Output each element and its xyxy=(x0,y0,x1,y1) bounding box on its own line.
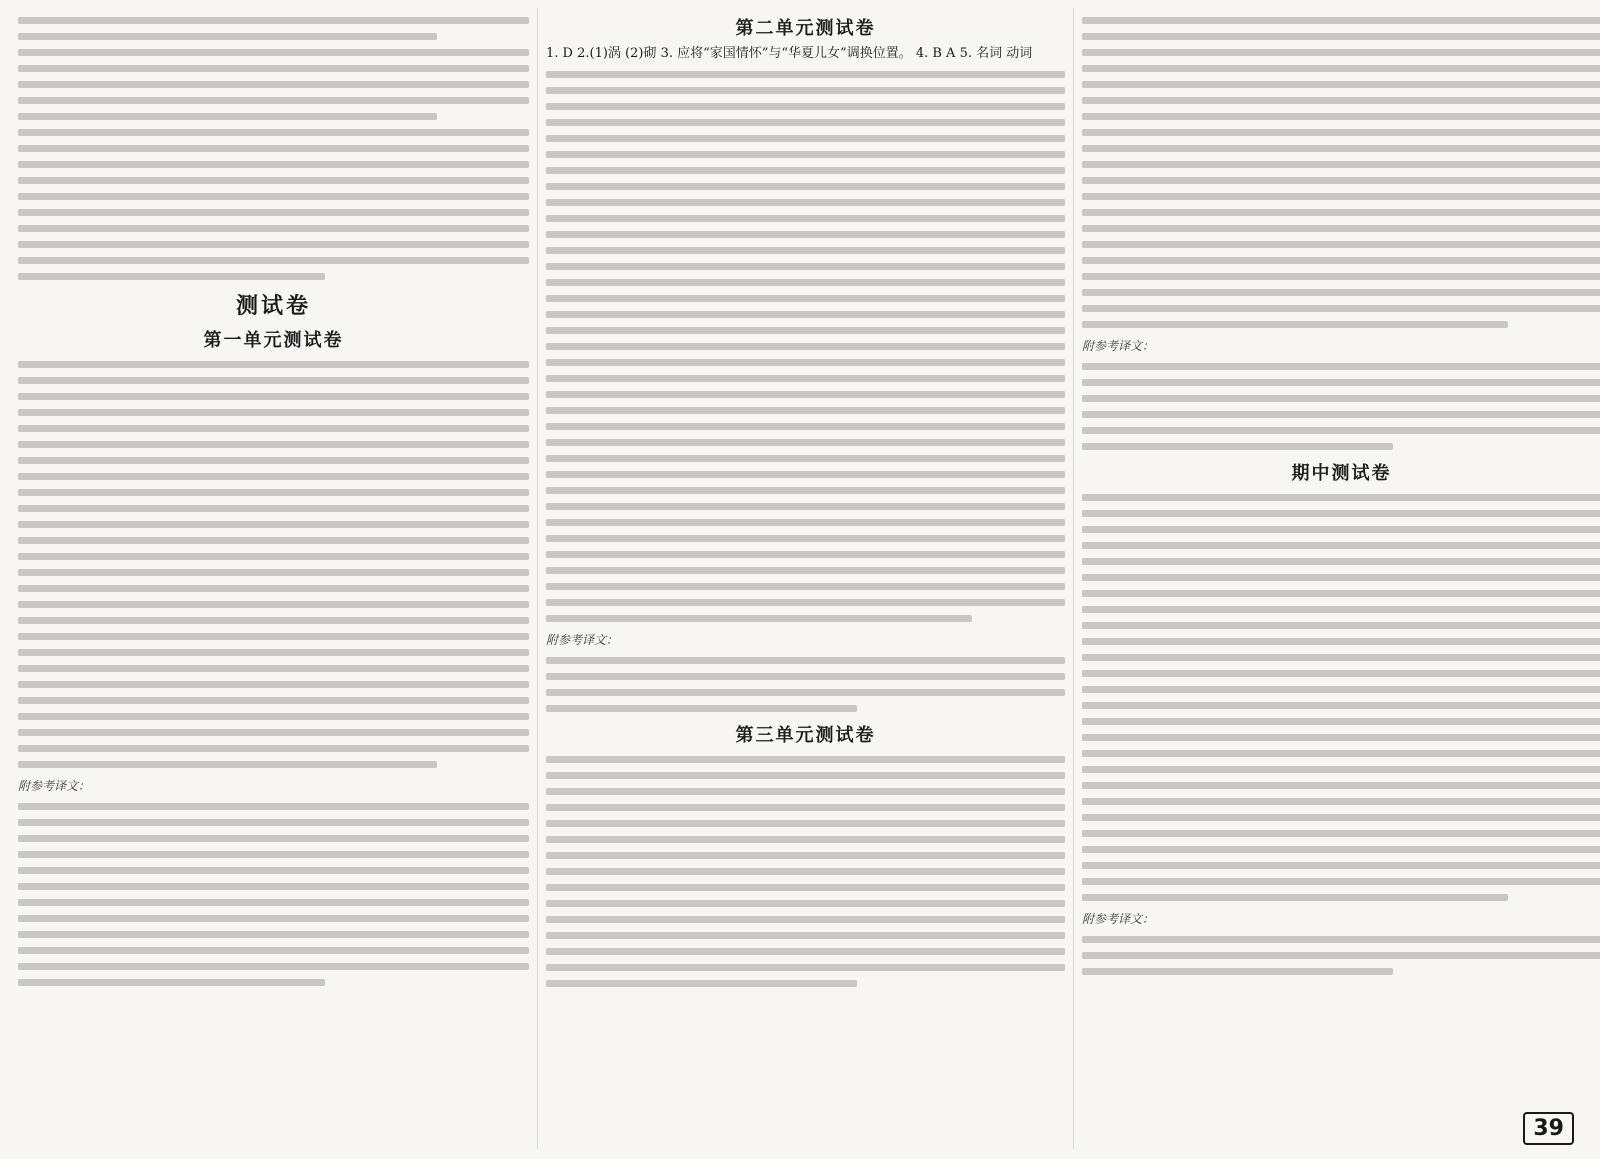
text-line xyxy=(1082,638,1600,645)
text-line xyxy=(18,241,529,248)
text-line xyxy=(18,273,325,280)
text-line xyxy=(546,980,857,987)
text-line xyxy=(1082,590,1600,597)
text-line xyxy=(18,931,529,938)
text-line xyxy=(546,964,1065,971)
text-line xyxy=(18,473,529,480)
text-line xyxy=(546,183,1065,190)
text-line xyxy=(1082,494,1600,501)
text-line xyxy=(18,665,529,672)
text-line xyxy=(18,851,529,858)
text-line xyxy=(18,745,529,752)
text-line xyxy=(546,343,1065,350)
test-paper-title: 测试卷 xyxy=(235,293,311,319)
text-line xyxy=(18,505,529,512)
text-line xyxy=(18,17,529,24)
text-line xyxy=(1082,161,1600,168)
text-line xyxy=(546,535,1065,542)
text-line xyxy=(546,247,1065,254)
text-line xyxy=(18,225,529,232)
text-line xyxy=(1082,830,1600,837)
text-line xyxy=(1082,622,1600,629)
middle-column xyxy=(538,8,1074,1149)
text-line xyxy=(546,599,1065,606)
text-line xyxy=(1082,686,1600,693)
text-line xyxy=(1082,846,1600,853)
text-line xyxy=(18,113,437,120)
text-line xyxy=(18,33,437,40)
text-line xyxy=(546,884,1065,891)
text-line xyxy=(1082,734,1600,741)
text-line xyxy=(546,567,1065,574)
text-line xyxy=(18,393,529,400)
text-line xyxy=(1082,750,1600,757)
text-line xyxy=(546,311,1065,318)
text-line xyxy=(1082,862,1600,869)
text-line xyxy=(546,103,1065,110)
text-line xyxy=(1082,177,1600,184)
text-line xyxy=(546,487,1065,494)
text-line xyxy=(546,327,1065,334)
text-line xyxy=(546,87,1065,94)
text-line xyxy=(18,145,529,152)
text-line xyxy=(546,263,1065,270)
text-line xyxy=(18,65,529,72)
text-line xyxy=(1082,558,1600,565)
text-line xyxy=(1082,225,1600,232)
text-line xyxy=(546,932,1065,939)
text-line xyxy=(18,803,529,810)
text-line xyxy=(18,947,529,954)
unit2-first-answer-line: 1. D 2.(1)涡 (2)砌 3. 应将“家国情怀”与“华夏儿女”调换位置。 4. B A 5. 名词 动词 xyxy=(546,46,1033,61)
text-line xyxy=(1082,241,1600,248)
text-line xyxy=(546,167,1065,174)
text-line xyxy=(546,705,857,712)
text-line xyxy=(18,681,529,688)
text-line xyxy=(18,425,529,432)
text-line xyxy=(1082,782,1600,789)
text-line xyxy=(18,979,325,986)
text-line xyxy=(1082,193,1600,200)
text-line xyxy=(18,537,529,544)
text-line xyxy=(546,119,1065,126)
text-line xyxy=(546,503,1065,510)
text-line xyxy=(1082,878,1600,885)
text-line xyxy=(18,633,529,640)
text-line xyxy=(1082,968,1393,975)
text-line xyxy=(1082,718,1600,725)
text-line xyxy=(1082,542,1600,549)
text-line xyxy=(546,836,1065,843)
appendix-label: 附参考译文： xyxy=(1082,339,1155,353)
text-line xyxy=(1082,798,1600,805)
unit3-title: 第三单元测试卷 xyxy=(735,725,876,746)
text-line xyxy=(546,135,1065,142)
text-line xyxy=(546,375,1065,382)
text-line xyxy=(546,772,1065,779)
text-line xyxy=(18,649,529,656)
text-line xyxy=(18,521,529,528)
unit2-title: 第二单元测试卷 xyxy=(735,18,876,39)
text-line xyxy=(546,900,1065,907)
text-line xyxy=(546,519,1065,526)
text-line xyxy=(18,761,437,768)
text-line xyxy=(1082,113,1600,120)
text-line xyxy=(18,729,529,736)
text-line xyxy=(18,209,529,216)
appendix-label: 附参考译文： xyxy=(1082,912,1155,926)
text-line xyxy=(18,409,529,416)
text-line xyxy=(18,161,529,168)
text-line xyxy=(1082,321,1508,328)
text-line xyxy=(1082,936,1600,943)
text-line xyxy=(546,916,1065,923)
text-line xyxy=(18,177,529,184)
text-line xyxy=(18,257,529,264)
text-line xyxy=(546,471,1065,478)
text-line xyxy=(1082,443,1393,450)
text-line xyxy=(546,673,1065,680)
text-line xyxy=(18,867,529,874)
text-line xyxy=(18,819,529,826)
text-line xyxy=(546,199,1065,206)
text-line xyxy=(1082,411,1600,418)
text-line xyxy=(1082,670,1600,677)
text-line xyxy=(1082,273,1600,280)
text-line xyxy=(1082,814,1600,821)
text-line xyxy=(18,193,529,200)
text-line xyxy=(18,713,529,720)
text-line xyxy=(546,71,1065,78)
appendix-label: 附参考译文： xyxy=(546,633,619,647)
text-line xyxy=(1082,81,1600,88)
text-line xyxy=(1082,145,1600,152)
text-line xyxy=(1082,305,1600,312)
text-line xyxy=(1082,702,1600,709)
text-line xyxy=(1082,766,1600,773)
text-line xyxy=(18,553,529,560)
text-line xyxy=(18,49,529,56)
text-line xyxy=(546,788,1065,795)
text-line xyxy=(546,583,1065,590)
text-line xyxy=(1082,379,1600,386)
text-line xyxy=(18,883,529,890)
text-line xyxy=(546,151,1065,158)
text-line xyxy=(1082,654,1600,661)
text-line xyxy=(1082,395,1600,402)
text-line xyxy=(1082,894,1508,901)
text-line xyxy=(18,489,529,496)
text-line xyxy=(1082,606,1600,613)
text-line xyxy=(1082,17,1600,24)
text-line xyxy=(546,423,1065,430)
text-line xyxy=(546,657,1065,664)
text-line xyxy=(1082,363,1600,370)
text-line xyxy=(18,915,529,922)
text-line xyxy=(546,279,1065,286)
text-line xyxy=(1082,427,1600,434)
text-line xyxy=(546,295,1065,302)
text-line xyxy=(546,215,1065,222)
text-line xyxy=(18,361,529,368)
text-line xyxy=(18,97,529,104)
text-line xyxy=(1082,952,1600,959)
text-line xyxy=(1082,65,1600,72)
text-line xyxy=(18,697,529,704)
text-line xyxy=(546,407,1065,414)
text-line xyxy=(18,963,529,970)
text-line xyxy=(1082,257,1600,264)
text-line xyxy=(18,617,529,624)
appendix-label: 附参考译文： xyxy=(18,779,91,793)
text-line xyxy=(18,129,529,136)
text-line xyxy=(546,804,1065,811)
text-line xyxy=(1082,510,1600,517)
text-line xyxy=(18,601,529,608)
text-line xyxy=(1082,33,1600,40)
text-line xyxy=(546,439,1065,446)
text-line xyxy=(18,377,529,384)
text-line xyxy=(18,457,529,464)
text-line xyxy=(18,835,529,842)
text-line xyxy=(546,948,1065,955)
text-line xyxy=(546,455,1065,462)
midterm-title: 期中测试卷 xyxy=(1291,463,1392,484)
text-line xyxy=(1082,289,1600,296)
text-line xyxy=(546,820,1065,827)
text-line xyxy=(1082,49,1600,56)
text-line xyxy=(546,551,1065,558)
text-line xyxy=(1082,209,1600,216)
text-line xyxy=(546,615,972,622)
text-line xyxy=(546,868,1065,875)
text-line xyxy=(1082,526,1600,533)
text-line xyxy=(546,359,1065,366)
text-line xyxy=(18,81,529,88)
text-line xyxy=(18,441,529,448)
text-line xyxy=(18,569,529,576)
text-line xyxy=(1082,97,1600,104)
unit1-title: 第一单元测试卷 xyxy=(203,330,344,351)
text-line xyxy=(1082,129,1600,136)
text-line xyxy=(546,852,1065,859)
left-column xyxy=(10,8,538,1149)
text-line xyxy=(18,899,529,906)
text-line xyxy=(546,391,1065,398)
text-line xyxy=(546,689,1065,696)
text-line xyxy=(18,585,529,592)
right-column xyxy=(1074,8,1600,1149)
text-line xyxy=(1082,574,1600,581)
text-line xyxy=(546,756,1065,763)
text-line xyxy=(546,231,1065,238)
page-number: 39 xyxy=(1523,1112,1574,1145)
